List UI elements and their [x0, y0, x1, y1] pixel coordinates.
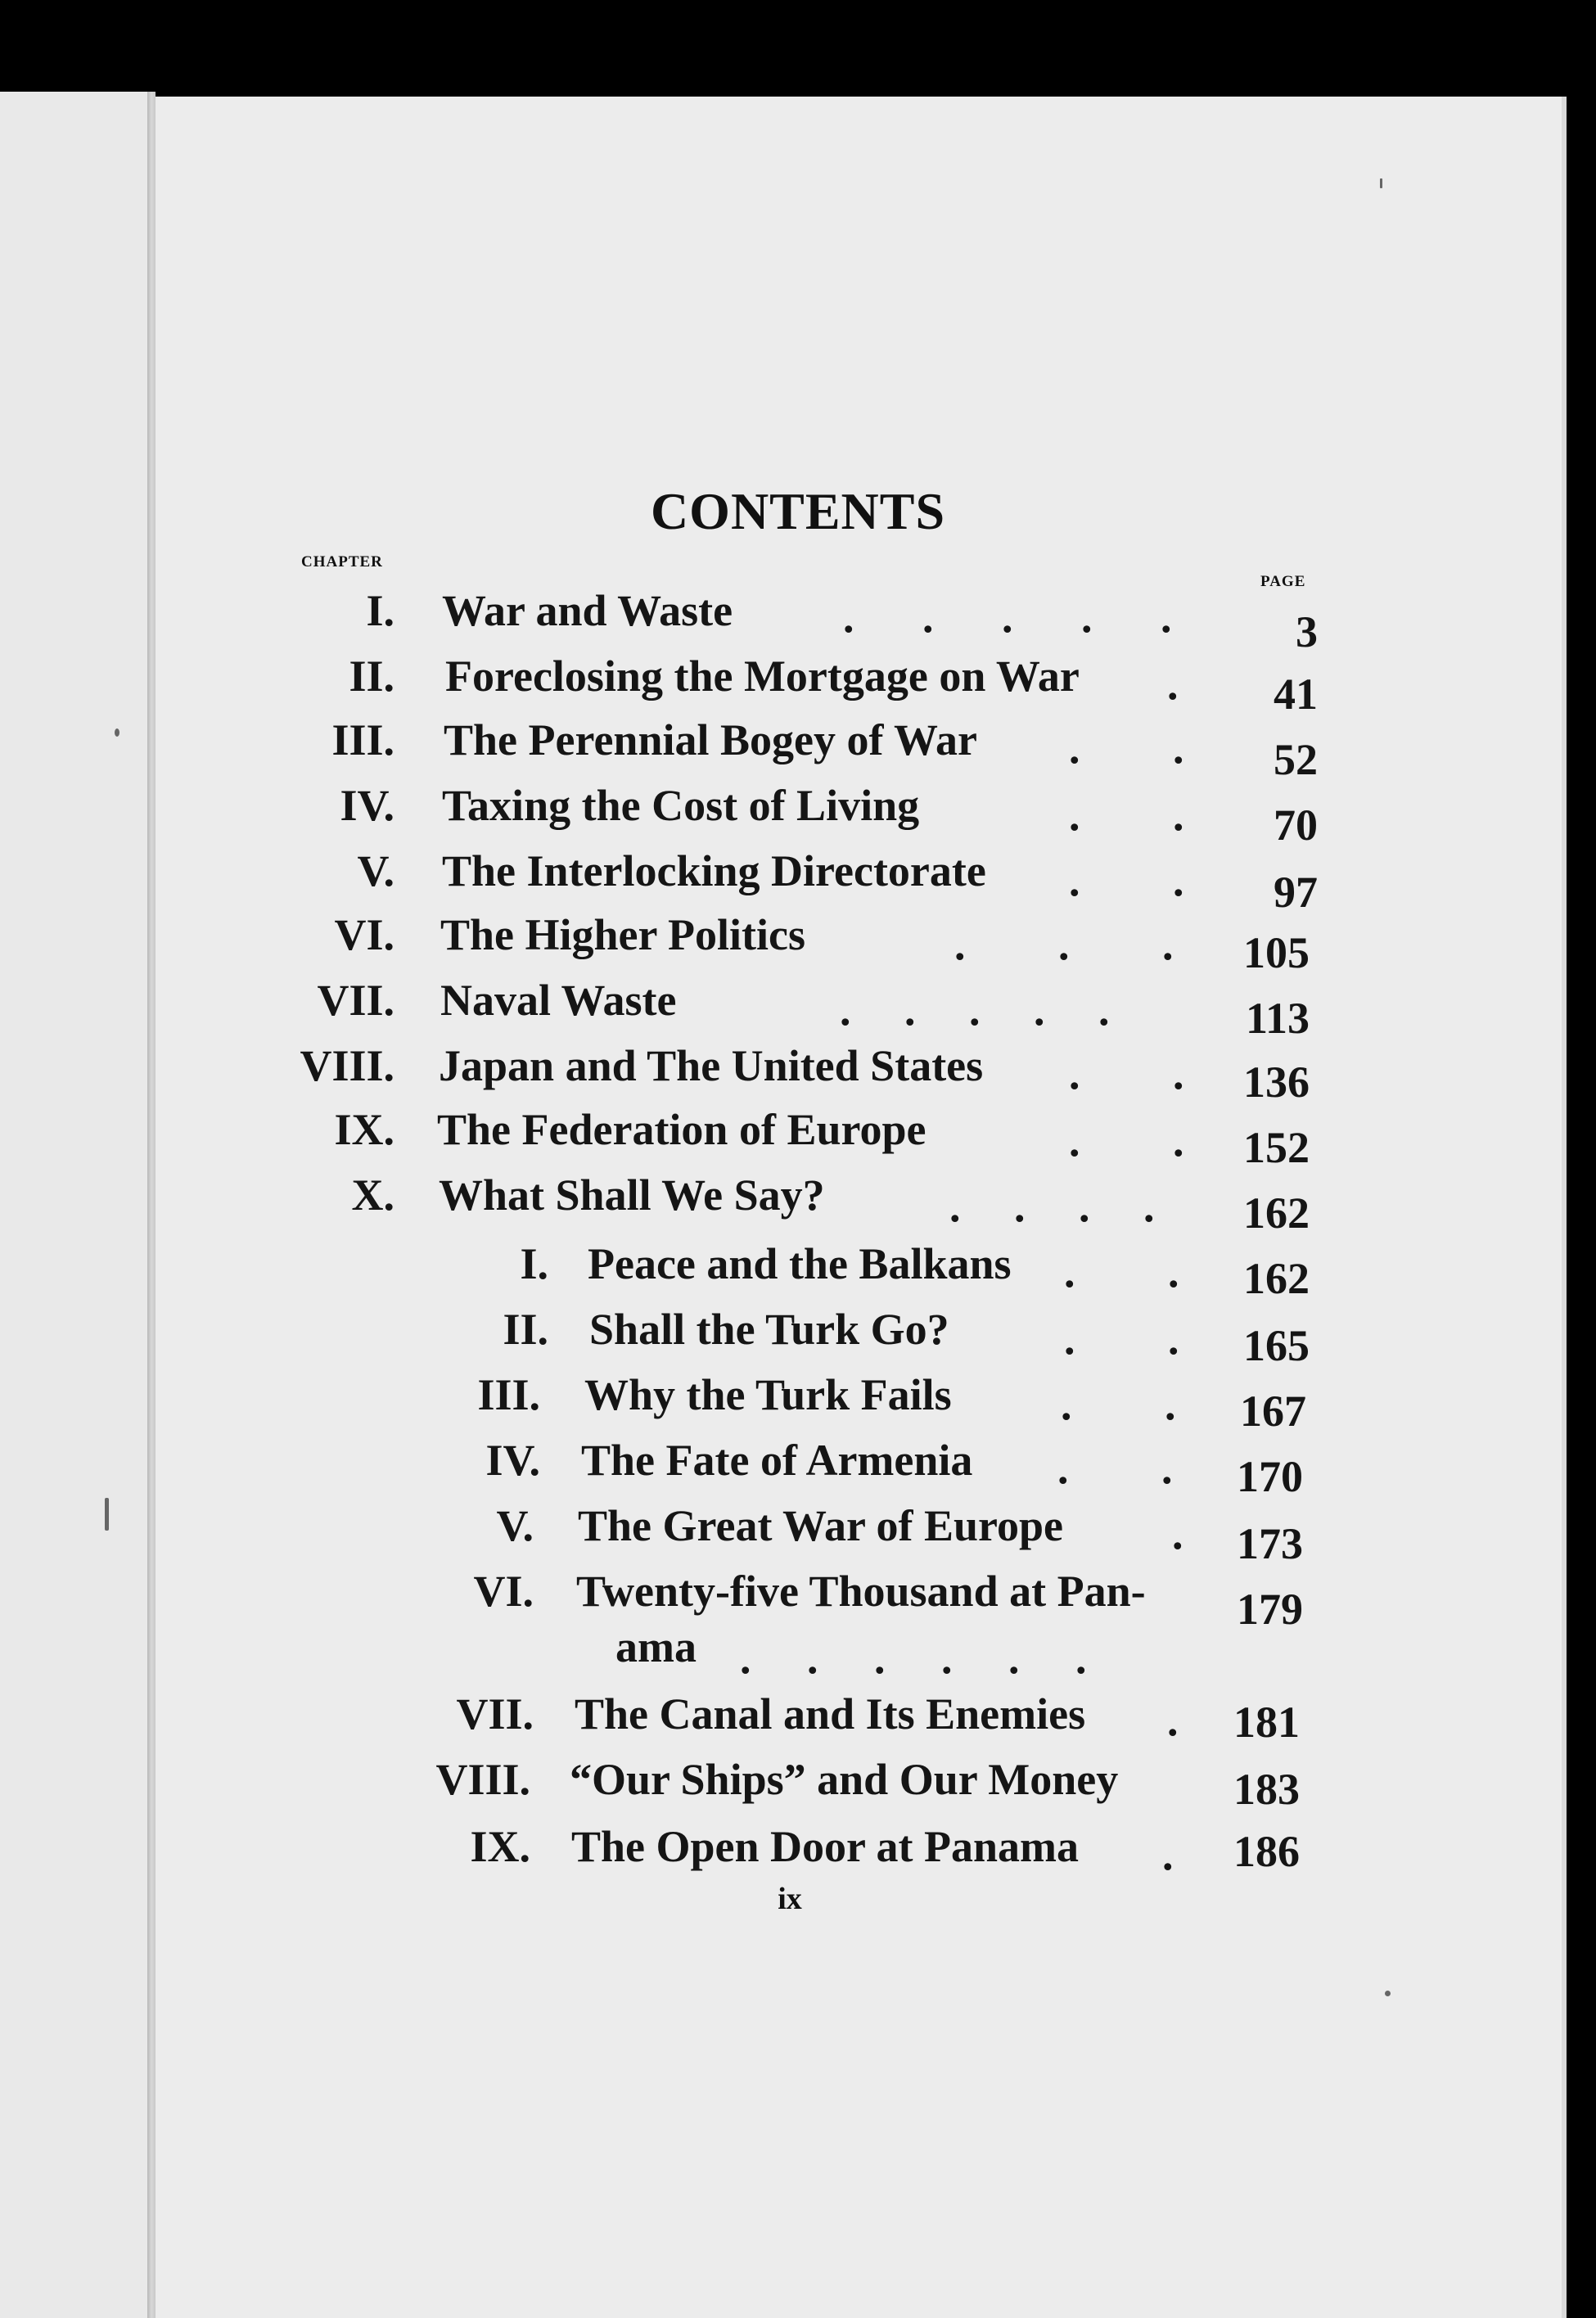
entry-title: What Shall We Say?	[439, 1170, 825, 1220]
entry-number: IV.	[485, 1436, 540, 1485]
entry-number: IV.	[340, 781, 394, 830]
entry-number: VIII.	[300, 1041, 394, 1090]
page-number: 173	[1237, 1519, 1303, 1568]
scan-speck	[105, 1498, 109, 1531]
leader-dots: . .	[1057, 1444, 1173, 1493]
chapter-column-header: CHAPTER	[301, 553, 383, 570]
page-number: 152	[1243, 1123, 1310, 1172]
entry-title: Foreclosing the Mortgage on War	[445, 652, 1080, 701]
entry-title: Peace and the Balkans	[588, 1239, 1012, 1288]
page-number: 165	[1243, 1321, 1310, 1370]
entry-title: The Perennial Bogey of War	[444, 715, 977, 764]
entry-title: The Open Door at Panama	[571, 1822, 1080, 1871]
page-number: 113	[1245, 994, 1310, 1043]
leader-dots: . .	[1069, 791, 1184, 840]
leader-dots: . . . .	[949, 1182, 1155, 1231]
page-number: 3	[1296, 607, 1318, 656]
leader-dots: .	[1167, 660, 1179, 709]
entry-title: The Great War of Europe	[578, 1501, 1064, 1550]
entry-title: The Higher Politics	[440, 910, 805, 959]
page-number: 167	[1240, 1387, 1306, 1436]
leader-dots: . .	[1069, 1116, 1184, 1166]
leader-dots: . .	[1064, 1247, 1179, 1297]
page-edge	[1562, 97, 1567, 2318]
entry-title: The Canal and Its Enemies	[575, 1689, 1086, 1738]
leader-dots: . . . . .	[840, 985, 1110, 1035]
leader-dots: . .	[1069, 724, 1184, 773]
page-number: 41	[1274, 670, 1318, 719]
page-number: 70	[1274, 800, 1318, 850]
leader-dots: .	[1162, 1830, 1174, 1879]
entry-number: VI.	[334, 910, 394, 959]
leader-dots: . . .	[954, 920, 1174, 969]
page-column-header: PAGE	[1260, 573, 1306, 590]
leader-dots: . .	[1069, 856, 1184, 905]
scan-speck	[1380, 178, 1382, 188]
entry-title: Shall the Turk Go?	[589, 1305, 949, 1354]
page-number: 170	[1237, 1452, 1303, 1501]
page-number: 162	[1243, 1188, 1310, 1238]
leader-dots: . .	[1069, 1049, 1184, 1098]
entry-title: The Federation of Europe	[437, 1105, 926, 1154]
entry-title: Twenty-five Thousand at Pan-	[576, 1567, 1146, 1616]
entry-title: Japan and The United States	[439, 1041, 984, 1090]
entry-number: VIII.	[435, 1755, 530, 1804]
entry-number: V.	[357, 846, 394, 895]
entry-title: War and Waste	[442, 586, 733, 635]
leader-dots: . .	[1061, 1380, 1176, 1429]
entry-number: II.	[503, 1305, 548, 1354]
scan-speck	[1385, 1991, 1391, 1996]
left-page-edge	[0, 92, 156, 2318]
entry-title-continuation: ama	[615, 1622, 697, 1671]
page-title: CONTENTS	[650, 482, 946, 540]
entry-number: V.	[496, 1501, 534, 1550]
scan-speck	[115, 728, 119, 737]
page-number: 162	[1243, 1254, 1310, 1303]
entry-number: IX.	[334, 1105, 394, 1154]
entry-number: III.	[477, 1370, 540, 1419]
entry-number: II.	[349, 652, 394, 701]
leader-dots: . . . . .	[843, 593, 1172, 642]
entry-number: I.	[366, 586, 394, 635]
entry-number: X.	[351, 1170, 394, 1220]
entry-number: I.	[520, 1239, 548, 1288]
entry-title: “Our Ships” and Our Money	[570, 1755, 1119, 1804]
page-number: 97	[1274, 868, 1318, 917]
leader-dots: .	[1172, 1509, 1183, 1558]
page-number: 52	[1274, 735, 1318, 784]
entry-number: VI.	[473, 1567, 534, 1616]
page-number: 183	[1233, 1765, 1300, 1814]
entry-number: VII.	[456, 1689, 534, 1738]
page-number: 186	[1233, 1827, 1300, 1876]
leader-dots: .	[1167, 1696, 1179, 1745]
page-number: 105	[1243, 928, 1310, 977]
entry-number: IX.	[470, 1822, 530, 1871]
page-number: 179	[1237, 1585, 1303, 1634]
entry-number: VII.	[317, 976, 394, 1025]
leader-dots: . .	[1064, 1315, 1179, 1364]
entry-title: Why the Turk Fails	[584, 1370, 952, 1419]
entry-title: The Fate of Armenia	[581, 1436, 973, 1485]
entry-title: Taxing the Cost of Living	[442, 781, 920, 830]
folio-page-number: ix	[778, 1882, 802, 1916]
page-number: 136	[1243, 1058, 1310, 1107]
book-gutter	[147, 92, 156, 2318]
entry-title: Naval Waste	[440, 976, 677, 1025]
leader-dots: . . . . . .	[740, 1634, 1087, 1683]
entry-title: The Interlocking Directorate	[442, 846, 986, 895]
entry-number: III.	[331, 715, 394, 764]
page-number: 181	[1233, 1698, 1300, 1747]
